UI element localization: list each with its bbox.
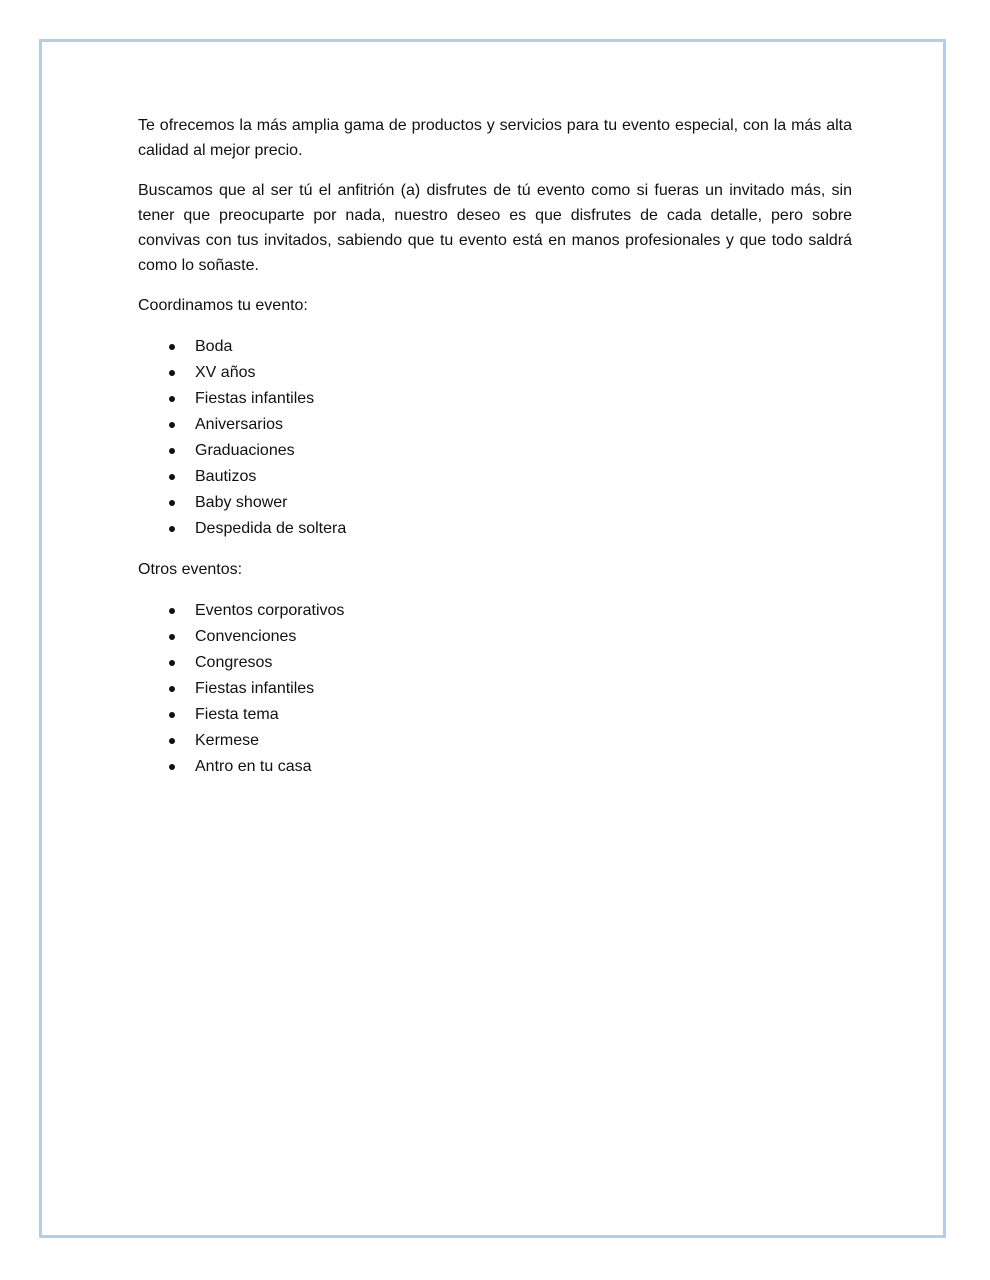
bullet-icon bbox=[169, 396, 175, 402]
list-item bbox=[138, 412, 852, 438]
otros-list bbox=[138, 598, 852, 780]
bullet-icon bbox=[169, 712, 175, 718]
list-item-label: Graduaciones bbox=[195, 442, 295, 459]
list-item bbox=[138, 728, 852, 754]
list-item bbox=[138, 334, 852, 360]
bullet-icon bbox=[169, 686, 175, 692]
list-item bbox=[138, 650, 852, 676]
list-item bbox=[138, 702, 852, 728]
bullet-icon bbox=[169, 608, 175, 614]
bullet-icon bbox=[169, 474, 175, 480]
intro-paragraph: Te ofrecemos la más amplia gama de productos y servicios para tu evento especial, con la más alta calidad al mejor precio. bbox=[138, 117, 852, 159]
document-body bbox=[138, 113, 852, 795]
bullet-icon bbox=[169, 500, 175, 506]
bullet-icon bbox=[169, 344, 175, 350]
bullet-icon bbox=[169, 370, 175, 376]
list-item-label: Bautizos bbox=[195, 468, 257, 485]
list-item-label: Convenciones bbox=[195, 628, 297, 645]
bullet-icon bbox=[169, 448, 175, 454]
list-item-label: Despedida de soltera bbox=[195, 520, 347, 537]
list-item bbox=[138, 516, 852, 542]
list-item bbox=[138, 598, 852, 624]
bullet-icon bbox=[169, 422, 175, 428]
list-item-label: Boda bbox=[195, 338, 233, 355]
coordinamos-heading: Coordinamos tu evento: bbox=[138, 297, 308, 314]
list-item-label: Eventos corporativos bbox=[195, 602, 345, 619]
list-item-label: Fiestas infantiles bbox=[195, 390, 315, 407]
bullet-icon bbox=[169, 738, 175, 744]
list-item bbox=[138, 360, 852, 386]
bullet-icon bbox=[169, 634, 175, 640]
list-item bbox=[138, 754, 852, 780]
bullet-icon bbox=[169, 660, 175, 666]
list-item bbox=[138, 386, 852, 412]
otros-heading: Otros eventos: bbox=[138, 561, 243, 578]
bullet-icon bbox=[169, 526, 175, 532]
list-item-label: Kermese bbox=[195, 732, 260, 749]
list-item bbox=[138, 676, 852, 702]
host-paragraph: Buscamos que al ser tú el anfitrión (a) disfrutes de tú evento como si fueras un invitado más, sin tener que preocuparte por nada, nuestro deseo es que disfrutes de cada detalle, pero sobre convivas con tus invitados, sabiendo que tu evento está en manos profesionales y que todo saldrá como lo soñaste. bbox=[138, 182, 852, 274]
list-item bbox=[138, 490, 852, 516]
list-item-label: XV años bbox=[195, 364, 256, 381]
list-item bbox=[138, 438, 852, 464]
list-item-label: Congresos bbox=[195, 654, 273, 671]
list-item-label: Antro en tu casa bbox=[195, 758, 312, 775]
list-item-label: Fiestas infantiles bbox=[195, 680, 315, 697]
list-item-label: Fiesta tema bbox=[195, 706, 279, 723]
list-item bbox=[138, 624, 852, 650]
list-item bbox=[138, 464, 852, 490]
list-item-label: Aniversarios bbox=[195, 416, 284, 433]
bullet-icon bbox=[169, 764, 175, 770]
list-item-label: Baby shower bbox=[195, 494, 288, 511]
coordinamos-list bbox=[138, 334, 852, 542]
